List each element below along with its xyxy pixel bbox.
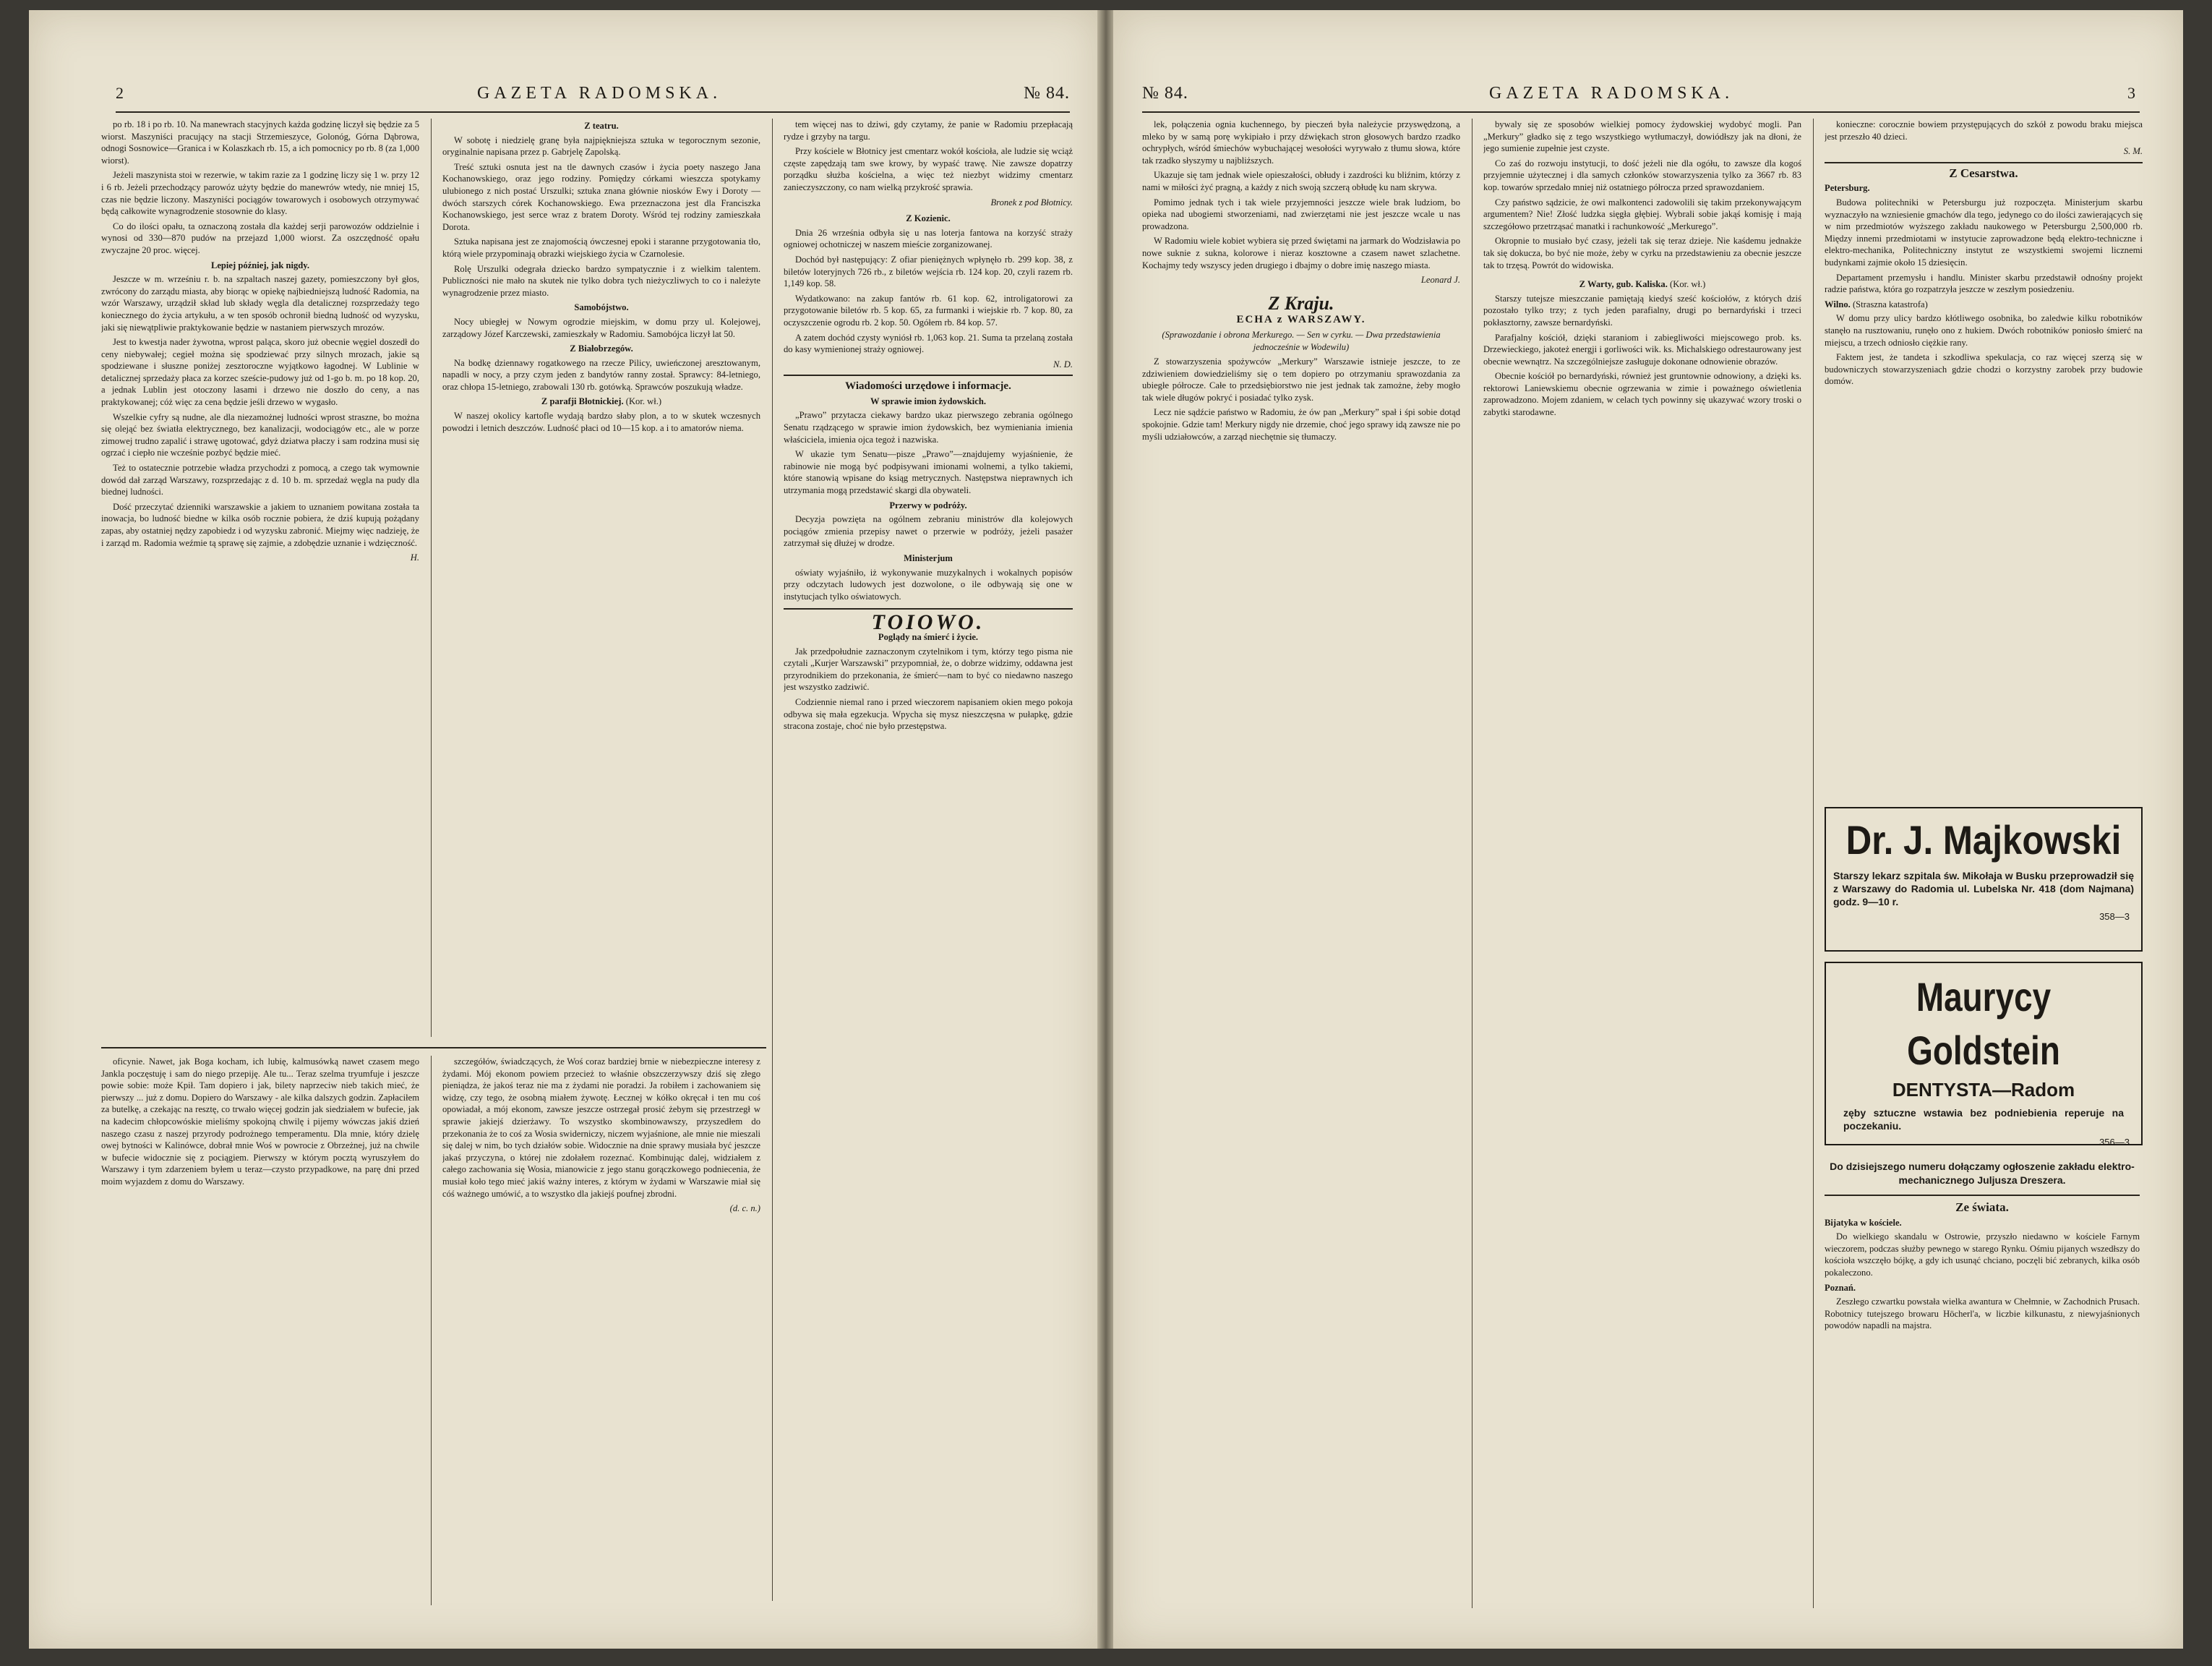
article-paragraph: oświaty wyjaśniło, iż wykonywanie muzykalnych i wokalnych popisów przy odczytach ludowych jest dozwolone, o ile odbywają się one w instytucjach tylko oświatowych.: [784, 567, 1073, 602]
article-paragraph: Z stowarzyszenia spożywców „Merkury” Warszawie istnieje jeszcze, to ze zdziwieniem dowiedzieliśmy się o tem dopiero po otrzymaniu sprawozdania za ubiegłe półrocze. Całe to przedsiębiorstwo nie jest jednak tak zamożne, żeby mogło tak wiele długów pokryć i posiadać tylko zysk.: [1142, 356, 1460, 403]
article-paragraph: A zatem dochód czysty wyniósł rb. 1,063 kop. 21. Suma ta przelaną została do kasy wymienionej straży ogniowej.: [784, 332, 1073, 355]
ad-code: 358—3: [2099, 911, 2130, 922]
page-number: 3: [2127, 84, 2140, 102]
article-paragraph: Parafjalny kościół, dzięki staraniom i zabiegliwości miejscowego prob. ks. Drzewieckiego, jakoteż energji i gorliwości wik. ks. Michalskiego odrestaurowany jest obecnie wewnątrz. Na szczególniejsze zasługuje dokonane odnowienie obrazów.: [1483, 332, 1801, 367]
column-rule: [1813, 119, 1814, 1608]
article-paragraph: tem więcej nas to dziwi, gdy czytamy, że panie w Radomiu przepłacają rydze i grzyby na targu.: [784, 119, 1073, 142]
article-paragraph: W sobotę i niedzielę granę była najpiękniejsza sztuka w tegorocznym sezonie, oryginalnie napisana przez p. Gabrjelę Zapolską.: [442, 134, 760, 158]
dentist-advertisement: [1825, 962, 2143, 1148]
article-paragraph: Jeżeli maszynista stoi w rezerwie, w takim razie za 1 godzinę liczy się 1 w. przy 12 i 6 rb. Jeżeli przechodzący parowóz użyty będzie do manewrów wtedy, nie mniej 15, czas nie będzie liczony. Maszyniści pociągów towarowych i osobowych otrzymywać będą całkowite wynagrodzenie stosownie do klasy.: [101, 170, 419, 217]
article-heading: Bijatyka w kościele.: [1825, 1217, 1902, 1228]
left-column-3: [784, 119, 1073, 1601]
column-rule: [431, 119, 432, 1037]
article-paragraph: Nocy ubiegłej w Nowym ogrodzie miejskim, w domu przy ul. Kolejowej, zarządowy Józef Karczewski, zamieszkały w Radomiu. Samobójca liczył lat 50.: [442, 316, 760, 339]
signature: S. M.: [2123, 146, 2143, 157]
article-paragraph: W domu przy ulicy bardzo kłótliwego osobnika, bo zaledwie kilku robotników stanęło na rusztowaniu, runęło ono z hukiem. Dwóch robotników poniosło śmierć na miejscu, a trzech odniosło ciężkie rany.: [1825, 313, 2143, 348]
ad-subtitle: DENTYSTA—Radom: [1892, 1079, 2075, 1101]
article-paragraph: Okropnie to musiało być czasy, jeżeli tak się teraz dzieje. Nie kaśdemu jednakże tak się dokucza, bo być nie może, żeby w cyrku na przedstawieniu za obecnie jeszcze tak to trzęsą. Powrót do widowiska.: [1483, 236, 1801, 270]
article-paragraph: Czy państwo sądzicie, że owi malkontenci zadowolili się takim przekonywającym argumentem? Nie! Złość ludzka sięgła głębiej. Wybrali sobie jakąś komisję i mają szczegółowo przetrząsać manatki i rachunkowość „Merkurego”.: [1483, 197, 1801, 231]
article-paragraph: szczegółów, świadczących, że Woś coraz bardziej brnie w niebezpieczne interesy z żydami. Mój ekonom powiem przecież to właśnie obszczerzywszy dziś się złego pieniądza, że jakoś teraz nie ma z żydami nie poradzi. Ja robiłem i zachowaniem się widzę, czy tego, że osobną miałem żywotę. Łecznej w kółko okręcał i ten mu coś opowiadał, a mój ekonom, zawsze jeszcze ostrzegał prosić żebym się przestrzegł w sprawie jakiejś dzierżawy. To wszystko skombinowawszy, przyszedłem do przekonania że to coś za Wosia swiderniczy, niczem wyjaśnione, ale mnie nie mieszali się dalej w nim, bo tych działów sobie. Widocznie na dnie sprawy musiała być jeszcze jakaś przyczyna, o której nie zdołałem rozeznać. Kombinując dalej, widziałem z całego zachowania się Wosia, mianowicie z jego stanu gorączkowego podniecenia, że musiał koło tego mieć jakiś ważny interes, z którym w żydami w Warszawie miał się cóś ważnego umówić, a to wszystko dla jakiejś poufnej zbrodni.: [442, 1056, 760, 1199]
heading-text: Z Warty, gub. Kaliska.: [1579, 279, 1668, 290]
article-paragraph: lek, połączenia ognia kuchennego, by pieczeń była należycie przyswędzoną, a mleko by w samą porę wykipiało i przy dźwiękach stron głosowych bardzo rzadko ochrypłych, wśród śmiechów wybuchającej wesołości wyrywało z tłumu słowa, które tak rzadko słyszymy u najbliższych.: [1142, 119, 1460, 166]
signature: N. D.: [1053, 359, 1073, 369]
article-paragraph: Starszy tutejsze mieszczanie pamiętają kiedyś sześć kościołów, z których dziś pozostało tylko trzy; z tych jeden parafialny, drugi po bernardyński i trzeci pokłasztorny, zawsze bernardyński.: [1483, 293, 1801, 328]
article-paragraph: Faktem jest, że tandeta i szkodliwa spekulacja, co raz więcej szerzą się w budowniczych stowarzyszeniach gdzie chodzi o korzystny zarobek przy budowie domów.: [1825, 352, 2143, 387]
ad-title: Maurycy Goldstein: [1907, 974, 2060, 1073]
heading-text: Wilno.: [1825, 299, 1851, 309]
signature: Leonard J.: [1420, 275, 1460, 286]
left-header: [116, 82, 1070, 113]
article-paragraph: Do wielkiego skandalu w Ostrowie, przyszło niedawno w kościele Farnym wieczorem, podczas służby pewnego w starego Rynku. Ośmiu pijanych wszedłszy do kościoła wszczęło bójkę, a gdy ich usunąć chciano, poczęli bić zebranych, kilka osób pokaleczono.: [1825, 1231, 2140, 1278]
signature: Bronek z pod Błotnicy.: [990, 197, 1073, 208]
article-paragraph: Dnia 26 września odbyła się u nas loterja fantowa na korzyść straży ogniowej ochotniczej w naszem mieście zorganizowanej.: [784, 227, 1073, 250]
article-paragraph: Na bodkę dziennawy rogatkowego na rzecze Pilicy, uwieńczonej aresztowanym, napadli w nocy, a przy czym jeden z bandytów ranny został. Sprawcy: 84-letniego, oraz chłopa 15-letniego, zrabowali 130 rb. gotówką. Sprawców poszukują władze.: [442, 357, 760, 392]
section-heading: Ze świata.: [1825, 1195, 2140, 1214]
article-paragraph: W ukazie tym Senatu—pisze „Prawo”—znajdujemy wyjaśnienie, że rabinowie nie mogą być podpisywani imionami wolnemi, a tylko takiemi, które stanowią wpisane do ksiąg metrycznych. Następstwa nieprawnych ich utrzymania mogą przedstawić skargi dla obywateli.: [784, 449, 1073, 496]
article-heading: Samobójstwo.: [574, 302, 629, 313]
signature: H.: [410, 552, 419, 563]
article-paragraph: Lecz nie sądźcie państwo w Radomiu, że ów pan „Merkury” spał i śpi sobie dotąd spokojnie. Gdzie tam! Merkury nigdy nie drzemie, choć jego sprawy idą zawsze nie po myśli udziałowców, a zarząd niechętnie się tłumaczy.: [1142, 407, 1460, 442]
right-column-1: [1142, 119, 1460, 1608]
heading-tag: (Straszna katastrofa): [1852, 299, 1928, 309]
column-rule: [772, 119, 773, 1601]
article-paragraph: po rb. 18 i po rb. 10. Na manewrach stacyjnych każda godzinę liczył się będzie za 5 wiorst. Maszyniści pracujący na stacji Strzemieszyce, Golonóg, Górna Dąbrowa, odnogi Sosnowice—Granica i w Kolaszkach rb. 15, a ich pomocnicy po rb. 8 (za 1,000 wiorst).: [101, 119, 419, 166]
article-paragraph: Departament przemysłu i handlu. Minister skarbu przedstawił odnośny projekt radzie państwa, która go rozpatrzyła jeszcze w zeszłym posiedzeniu.: [1825, 272, 2143, 295]
signature: (d. c. n.): [729, 1203, 760, 1214]
article-paragraph: Codziennie niemal rano i przed wieczorem napisaniem okien mego pokoja odbywa się mała egzekucja. Wpycha się mysz nieszczęsna w pułapkę, gdzie stracona zostaje, choć nie było przestępstwa.: [784, 696, 1073, 732]
ad-code: 356—3: [2099, 1137, 2130, 1148]
feuilleton-column-2: [442, 1056, 760, 1605]
feuilleton-subtitle: Poglądy na śmierć i życie.: [878, 631, 979, 642]
feuilleton-title: TOIOWO.: [784, 608, 1073, 629]
article-heading: W sprawie imion żydowskich.: [870, 396, 986, 406]
article-paragraph: Dochód był następujący: Z ofiar pieniężnych wpłynęło rb. 299 kop. 38, z biletów loteryjnych 726 rb., z biletów wejścia rb. 124 kop. 20, czyli razem rb. 1,149 kop. 58.: [784, 254, 1073, 289]
section-subheading: ECHA z WARSZAWY.: [1236, 314, 1366, 326]
article-paragraph: Co zaś do rozwoju instytucji, to dość jeżeli nie dla ogółu, to zawsze dla kogoś przyjemnie użytecznej i dla samych członków stowarzyszenia tylko za 3667 rb. 83 kop. towarów sprzedało mniej niż ostatniego półrocza przed sprawozdaniem.: [1483, 158, 1801, 192]
left-column-2: [442, 119, 760, 1037]
article-paragraph: Rolę Urszulki odegrała dziecko bardzo sympatycznie i z wielkim talentem. Publiczności nie mało na skutek nie tylko dobra tych nieżyczliwych to co i należyte wynagrodzenie przez miasto.: [442, 263, 760, 298]
feuilleton-rule: [101, 1047, 766, 1048]
article-paragraph: Treść sztuki osnuta jest na tle dawnych czasów i życia poety naszego Jana Kochanowskiego, oraz jego rodziny. Pomiędzy córkami wieszcza spotykamy ulubionego z nich postać Urszulki; sztuka znana głównie niosków Ewy i Doroty — dwóch starszych córek Kochanowskiego. Ewa przeznaczona jest dla Franciszka Kochanowskiego, jest serce wraz z bratem Doroty. Wśród tej rodziny zamieszkała Dorota.: [442, 161, 760, 232]
section-heading: Z Cesarstwa.: [1825, 162, 2143, 180]
article-paragraph: Jak przedpołudnie zaznaczonym czytelnikom i tym, którzy tego pisma nie czytali „Kurjer Warszawski” przypomniał, że, o dobrze widzimy, oddawna jest przyrodnikiem do przekonania, że śmierć—nam to być co niedawno naszego jest wszystko zadziwić.: [784, 646, 1073, 693]
article-paragraph: Też to ostatecznie potrzebie władza przychodzi z pomocą, a czego tak wymownie dowód dał zarząd Warszawy, rozsprzedając z d. 10 b. m. sprzedaż węgla na pudy dla biednej ludności.: [101, 463, 419, 497]
newspaper-title: GAZETA RADOMSKA.: [477, 84, 722, 103]
article-paragraph: Przy kościele w Błotnicy jest cmentarz wokół kościoła, ale ludzie się wciąż częste zapędzają tam swe krowy, by wypaść trawę. Nie zawsze dopatrzy porządku służba kościelna, a więc też niezbyt widzimy cmentarz zanieczyszczony, co nam wielką przykrość sprawia.: [784, 146, 1073, 192]
supplement-notice: Do dzisiejszego numeru dołączamy ogłoszenie zakładu elektro-mechanicznego Juljusza Dreszera.: [1830, 1161, 2135, 1186]
article-paragraph: Budowa politechniki w Petersburgu już rozpoczęta. Ministerjum skarbu wyznaczyło na wzniesienie gmachów dla tego, jedynego co do ilości zawierających się w nim przedmiotów wyższego zakładu naukowego w Petersburgu 2,500,000 rb. Między innemi przedmiotami w instytucie zaprowadzone będą elektro-techniczne i elektro-mechanika, Politechniczny instytut ze wszystkiemi swojemi licznemi budynkami zajmie około 15 dziesięcin.: [1825, 197, 2143, 268]
article-paragraph: Wydatkowano: na zakup fantów rb. 61 kop. 62, introligatorowi za przygotowanie biletów rb. 5 kop. 65, za furmanki i wiejskie rb. 7 kop. 80, za oczyszczenie ogrodu rb. 2 kop. 50. Ogółem rb. 84 kop. 57.: [784, 293, 1073, 328]
article-heading: Z Białobrzegów.: [570, 343, 633, 354]
article-paragraph: oficynie. Nawet, jak Boga kocham, ich lubię, kalmusówką nawet czasem mego Jankla poczęstuję i sam do niego przepiję. Ale tu... Teraz szelma tryumfuje i jeszcze powie sobie: może Kpił. Tam dopiero i jak, bilety naprzeciw nieb takich mieć, że pierwszy ... już z domu. Dopiero do Warszawy - ale kilka dalszych godzin. Zapłaciłem za butelkę, a czekając na resztę, co trwało więcej godzin jak siedziałem w bufecie, jak na kadecim chłopcowóskie mieliśmy spokojną chwilę i pijemy wówczas jakiś dzień naszego czasu z naszej przyrody podrożnego temperamentu. Dla mnie, który dzielę owej bytności w Kalinówce, dobrał mnie Woś w powrocie z Obrzeżnej, już na chwile w bufecie widocznie się z pociągiem. Pierwszy w którym pocztą wyruszyłem do Warszawy i tym zdarzeniem byłem u teraz—czysto przypadkowe, na parę dni przed moim wyjazdem z domu do Warszawy.: [101, 1056, 419, 1187]
right-page: [1113, 10, 2183, 1649]
section-heading: Wiadomości urzędowe i informacje.: [784, 375, 1073, 393]
article-heading: [442, 396, 760, 408]
ad-text: zęby sztuczne wstawia bez podniebienia reperuje na poczekaniu.: [1843, 1107, 2124, 1132]
heading-text: Z parafji Błotnickiej.: [541, 396, 624, 407]
article-heading: Lepiej później, jak nigdy.: [210, 260, 310, 270]
article-paragraph: W naszej okolicy kartofle wydają bardzo słaby plon, a to w skutek wczesnych powodzi i letnich deszczów. Ludność płaci od 10—15 kop. a i to amatorów niema.: [442, 411, 760, 433]
correspondent-tag: (Kor. wł.): [625, 396, 662, 407]
column-rule: [431, 1056, 432, 1605]
right-header: [1142, 82, 2140, 113]
left-column-1: [101, 119, 419, 1037]
article-paragraph: Sztuka napisana jest ze znajomością ówczesnej epoki i staranne przygotowania tło, którą wiele przypominają obrazki wiejskiego życia w Czarnolesie.: [442, 236, 760, 259]
left-page: [29, 10, 1099, 1649]
correspondent-tag: (Kor. wł.): [1670, 279, 1706, 290]
article-paragraph: konieczne: corocznie bowiem przystępujących do szkół z powodu braku miejsca jest przeszło 40 dzieci.: [1825, 119, 2143, 142]
article-paragraph: Pomimo jednak tych i tak wiele przyjemności jeszcze wiele brak ludziom, bo opieka nad ubogiemi stworzeniami, nad zwierzętami nie jest jeszcze wcale u nas prowadzona.: [1142, 197, 1460, 231]
article-heading: Poznań.: [1825, 1282, 1856, 1293]
article-paragraph: bywaly się ze sposobów wielkiej pomocy żydowskiej wydobyć mogli. Pan „Merkury” gładko się z tego wszystkiego wytłumaczył, dowiódłszy jak na dłoni, że jego sumienie zupełnie jest czyste.: [1483, 119, 1801, 154]
article-heading: Przerwy w podróży.: [889, 500, 967, 511]
article-heading: [1483, 278, 1801, 291]
summary-line: (Sprawozdanie i obrona Merkurego. — Sen w cyrku. — Dwa przedstawienia jednocześnie w Wodewilu): [1162, 329, 1441, 352]
right-column-3-lower: [1825, 1160, 2140, 1608]
page-number: 2: [116, 84, 128, 102]
right-column-2: [1483, 119, 1801, 1608]
doctor-advertisement: [1825, 807, 2143, 952]
article-paragraph: Decyzja powzięta na ogólnem zebraniu ministrów dla kolejowych pociągów zmienia przepisy nawet o przerwie w podróży, jeżeli pasażer zatrzymał się dłużej w drodze.: [784, 514, 1073, 549]
article-paragraph: „Prawo” przytacza ciekawy bardzo ukaz pierwszego zebrania ogólnego Senatu rządzącego w sprawie imion żydowskich, bez wymieniania imienia właściciela, imienia ojca tegoż i nazwiska.: [784, 410, 1073, 445]
article-paragraph: Zeszłego czwartku powstała wielka awantura w Chełmnie, w Zachodnich Prusach. Robotnicy tutejszego browaru Höcherl'a, w liczbie kilkunastu, z niewyjaśnionych powodów napadli na majstra.: [1825, 1297, 2140, 1331]
article-heading: [1825, 299, 2143, 311]
article-paragraph: W Radomiu wiele kobiet wybiera się przed świętami na jarmark do Wodzisławia po nowe suknie z sukna, kolorowe i nieraz kosztowne a czasem nawet szlachetne. Kochajmy tedy wszyscy jeden drugiego i dbajmy o dobre imię naszego miasta.: [1142, 236, 1460, 270]
issue-number: № 84.: [1142, 84, 1188, 103]
article-paragraph: Obecnie kościół po bernardyński, również jest gruntownie odnowiony, a dzięki ks. rektorowi Laniewskiemu obecnie ogrzewania w zimie i poważnego oświetlenia zaprowadzono. Mojem zdaniem, w celach tych powinny się ukazywać wzory troski o zabytki starodawne.: [1483, 371, 1801, 418]
section-heading: Z Kraju.: [1268, 292, 1334, 314]
article-heading: Petersburg.: [1825, 183, 1870, 194]
newspaper-title: GAZETA RADOMSKA.: [1489, 84, 1734, 103]
ad-title: Dr. J. Majkowski: [1846, 817, 2122, 863]
article-heading: Z teatru.: [584, 121, 619, 131]
article-paragraph: Ukazuje się tam jednak wiele opieszałości, obłudy i zazdrości ku bliźnim, którzy z nami w miłości żyć pragną, a każdy z nich swoją szczerą obłudę ku nam skrywa.: [1142, 170, 1460, 192]
article-heading: Z Kozienic.: [906, 213, 951, 224]
book-gutter: [1097, 10, 1115, 1649]
ad-text: Starszy lekarz szpitala św. Mikołaja w Busku przeprowadził się z Warszawy do Radomia ul. Lubelska Nr. 418 (dom Najmana) godz. 9—10 r.: [1833, 870, 2134, 907]
issue-number: № 84.: [1024, 84, 1070, 103]
article-paragraph: Dość przeczytać dzienniki warszawskie a jakiem to uznaniem powitana została ta inowacja, bo ludność biedne w kilka osób rocznie pobiera, że dziś kupują pożądany zapas, aby ostatniej nędzy zapobiedz i od wyzysku zabronić. Miejmy więc nadzieję, że i zarząd m. Radomia weźmie tą sprawę się zajmie, a zdobędzie uznanie i wdzięczność.: [101, 501, 419, 548]
feuilleton-column-1: [101, 1056, 419, 1605]
article-paragraph: Co do ilości opału, ta oznaczoną została dla każdej serji parowozów oddzielnie i wynosi od 330—870 pudów na przejazd 1,000 wiorst. Za oszczędność opału zwyczajne 20 proc. więcej.: [101, 221, 419, 255]
article-paragraph: Jeszcze w m. wrześniu r. b. na szpaltach naszej gazety, pomieszczony był głos, zwrócony do zarządu miasta, aby biorąc w opiekę najbiedniejszą ludność Radomia, na wzór Warszawy, urządził skład lub składy węgla dla detalicznej rozsprzedaży tego koniecznego do życia artykułu, a w ten sposób ochronił biedną ludność od wyzysku, jaki się niewątpliwie praktykowanie będzie w nastaniem pierwszych mrozów.: [101, 274, 419, 333]
article-heading: Ministerjum: [904, 553, 953, 563]
article-paragraph: Wszelkie cyfry są nudne, ale dla niezamożnej ludności wprost straszne, bo można się olejąć bez światła elektrycznego, bez kanalizacji, wodociągów etc., ale w porze zimowej trudno zapalić i strawę ugotować, gdyż dziatwa płaczy i sam rodzina musi się ogrzać i ciepło nie wcześnie pozbyć będzie mieć.: [101, 411, 419, 458]
article-paragraph: Jest to kwestja nader żywotna, wprost paląca, skoro już obecnie węgiel doszedł do ceny niebywałej; cegieł można się spodziewać przy silnych mrozach, jakie są spodziewane i słuszne poniżej zesztoroczne wyjątkowo łagodnej. W Lublinie w detalicznej sprzedaży płaca za korzec szeście-pudowy już od 1-go b. m. po 18 kop. 20, a jednak Lublin jest otoczony lasami i drzewo nie doszło do ceny, a nas praktykowanej; cóż więc za cena będzie jeśli drzewo w wygasło.: [101, 337, 419, 408]
